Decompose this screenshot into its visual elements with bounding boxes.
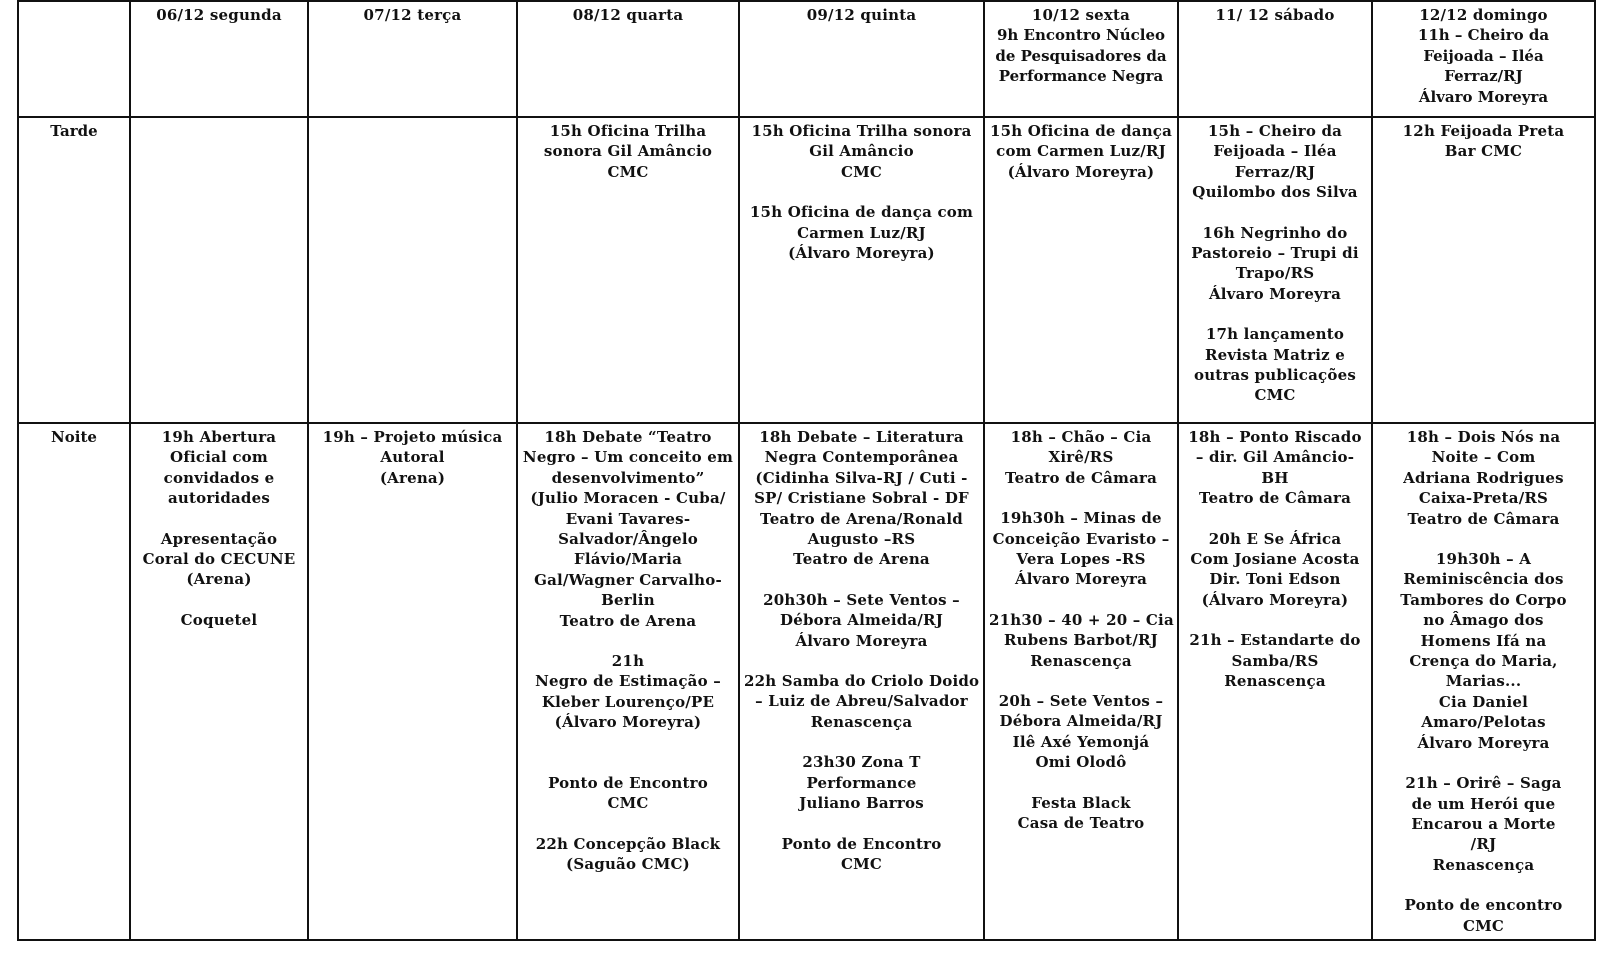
event-line: Samba/RS	[1231, 651, 1319, 670]
event-line: Feijoada – Iléa	[1423, 46, 1544, 65]
event-gap	[744, 814, 979, 834]
event-line: Revista Matriz e	[1204, 345, 1346, 364]
event-line: Dir. Toni Edson	[1209, 570, 1341, 589]
event-line: Quilombo dos Silva	[1192, 183, 1358, 202]
day-label: 08/12 quarta	[572, 6, 684, 24]
row-noite	[18, 423, 1595, 940]
event-line: Performance Negra	[998, 67, 1164, 86]
event-line: Álvaro Moreyra	[795, 631, 928, 650]
event-block	[135, 610, 303, 630]
event-line: Gil Amâncio	[809, 142, 914, 161]
event-line: Juliano Barros	[799, 794, 924, 813]
event-line: Ponto de encontro	[1404, 896, 1563, 915]
event-block	[989, 691, 1173, 773]
event-line: Negro – Um conceito em	[522, 448, 734, 467]
event-gap	[989, 671, 1173, 691]
event-line: BH	[1261, 468, 1289, 487]
event-line: 22h Concepção Black	[535, 834, 721, 853]
event-gap	[744, 182, 979, 202]
schedule-cell	[130, 117, 308, 423]
event-line: 20h30h – Sete Ventos –	[763, 590, 960, 609]
event-block	[989, 610, 1173, 671]
event-block	[744, 834, 979, 875]
event-line: 20h E Se África	[1208, 529, 1342, 548]
schedule-cell	[130, 423, 308, 940]
event-line: Negro de Estimação –	[535, 672, 721, 691]
event-line: Vera Lopes -RS	[1016, 550, 1146, 569]
event-line: Salvador/Ângelo	[558, 530, 698, 549]
event-line: Crença do Maria,	[1409, 652, 1558, 671]
event-line: CMC	[607, 162, 649, 181]
event-block	[522, 651, 734, 733]
event-block	[522, 427, 734, 631]
event-block	[1183, 427, 1367, 509]
event-line: de um Herói que	[1411, 794, 1556, 813]
event-gap	[744, 651, 979, 671]
day-header-4	[984, 1, 1178, 117]
row-tarde	[18, 117, 1595, 423]
event-line: 19h Abertura	[161, 428, 277, 446]
event-block	[1183, 324, 1367, 406]
event-line: 15h – Cheiro da	[1207, 122, 1343, 140]
event-line: Omi Olodô	[1035, 753, 1127, 772]
day-header-1	[308, 1, 517, 117]
event-line: Carmen Luz/RJ	[797, 223, 926, 242]
event-block	[522, 773, 734, 814]
event-gap	[1183, 304, 1367, 324]
schedule-cell	[308, 423, 517, 940]
event-line: 18h – Dois Nós na	[1406, 428, 1561, 446]
schedule-cell	[984, 423, 1178, 940]
event-line: com Carmen Luz/RJ	[996, 142, 1166, 161]
event-gap	[1183, 203, 1367, 223]
event-line: Rubens Barbot/RJ	[1004, 631, 1158, 650]
event-line: Ferraz/RJ	[1234, 162, 1316, 181]
event-block	[989, 508, 1173, 590]
event-line: Débora Almeida/RJ	[780, 611, 943, 630]
day-header-3	[739, 1, 984, 117]
event-line: 15h Oficina de dança	[989, 122, 1173, 140]
event-block	[744, 427, 979, 570]
event-line: Feijoada – Iléa	[1213, 142, 1337, 161]
event-gap	[989, 590, 1173, 610]
event-line: 18h – Chão – Cia	[1010, 428, 1152, 446]
event-line: 18h Debate “Teatro	[544, 428, 712, 446]
event-line: 15h Oficina de dança com	[749, 203, 974, 222]
row-label-tarde: Tarde	[18, 117, 130, 423]
event-block	[744, 671, 979, 732]
event-gap	[1377, 529, 1590, 549]
event-line: Renascença	[810, 712, 913, 731]
event-line: Teatro de Arena/Ronald	[760, 509, 963, 528]
event-line: Renascença	[1432, 855, 1535, 874]
event-line: desenvolvimento”	[551, 468, 705, 487]
event-line: Evani Tavares-	[565, 509, 691, 528]
day-label: 12/12 domingo	[1419, 6, 1548, 24]
event-line: CMC	[840, 854, 883, 873]
event-line: (Álvaro Moreyra)	[1007, 162, 1155, 181]
event-line: SP/ Cristiane Sobral - DF	[754, 489, 969, 508]
event-line: Teatro de Câmara	[1198, 489, 1352, 508]
event-line: 23h30 Zona T	[802, 753, 921, 772]
event-line: Autoral	[380, 448, 445, 467]
event-gap	[1183, 610, 1367, 630]
event-line: Negra Contemporânea	[764, 448, 959, 467]
event-line: 16h Negrinho do	[1202, 223, 1348, 242]
event-gap	[522, 631, 734, 651]
schedule-cell	[739, 423, 984, 940]
event-line: Conceição Evaristo –	[992, 529, 1170, 548]
event-gap	[522, 753, 734, 773]
event-line: no Âmago dos	[1423, 611, 1544, 630]
event-line: (Arena)	[379, 468, 446, 487]
event-line: Casa de Teatro	[1017, 814, 1145, 833]
day-label: 11/ 12 sábado	[1215, 6, 1335, 24]
event-line: de Pesquisadores da	[995, 46, 1167, 65]
event-line: Performance	[806, 773, 917, 792]
event-block	[1377, 895, 1590, 936]
event-line: Ferraz/RJ	[1444, 67, 1523, 86]
event-gap	[135, 509, 303, 529]
event-block	[1377, 427, 1590, 529]
event-block	[313, 427, 512, 488]
event-block	[744, 752, 979, 813]
event-line: (Julio Moracen - Cuba/	[530, 489, 726, 508]
event-line: Reminiscência dos	[1403, 570, 1564, 589]
day-header-6	[1372, 1, 1595, 117]
event-line: Bar CMC	[1444, 142, 1523, 161]
event-line: 21h30 – 40 + 20 – Cia	[989, 610, 1174, 629]
event-line: 15h Oficina Trilha	[549, 122, 707, 140]
schedule-cell	[308, 117, 517, 423]
event-line: Álvaro Moreyra	[1208, 284, 1342, 303]
event-block	[1377, 773, 1590, 875]
event-line: Oficial com	[170, 448, 268, 467]
event-block	[989, 427, 1173, 488]
event-block	[989, 793, 1173, 834]
event-line: sonora Gil Amâncio	[543, 142, 713, 161]
event-block	[1183, 529, 1367, 611]
event-line: autoridades	[167, 489, 271, 508]
event-line: (Álvaro Moreyra)	[1201, 590, 1349, 609]
event-line: Álvaro Moreyra	[1014, 570, 1148, 589]
event-gap	[744, 732, 979, 752]
header-row	[18, 1, 1595, 117]
event-line: Álvaro Moreyra	[1418, 87, 1549, 106]
event-line: CMC	[840, 162, 883, 181]
day-header-5	[1178, 1, 1372, 117]
event-line: Com Josiane Acosta	[1190, 550, 1360, 569]
event-line: (Cidinha Silva-RJ / Cuti -	[755, 468, 968, 487]
day-label: 07/12 terça	[363, 6, 462, 24]
event-line: 20h – Sete Ventos –	[998, 692, 1164, 711]
day-label: 06/12 segunda	[156, 6, 282, 24]
event-line: Homens Ifá na	[1420, 631, 1547, 650]
schedule-cell	[739, 117, 984, 423]
event-line: CMC	[607, 794, 649, 813]
event-line: – Luiz de Abreu/Salvador	[755, 692, 968, 711]
event-gap	[1377, 753, 1590, 773]
event-line: 21h – Orirê – Saga	[1405, 774, 1562, 793]
event-line: /RJ	[1470, 835, 1497, 854]
event-gap	[1183, 509, 1367, 529]
event-line: Apresentação	[160, 529, 278, 548]
event-line: Débora Almeida/RJ	[999, 712, 1163, 731]
event-line: Caixa-Preta/RS	[1418, 489, 1549, 508]
event-line: CMC	[1254, 386, 1296, 405]
event-line: 19h – Projeto música	[322, 428, 503, 446]
event-line: Ilê Axé Yemonjá	[1012, 732, 1150, 751]
event-line: 18h – Ponto Riscado	[1188, 428, 1362, 446]
event-line: Marias...	[1445, 672, 1522, 691]
event-block	[135, 529, 303, 590]
event-line: (Álvaro Moreyra)	[788, 244, 935, 263]
corner-cell	[18, 1, 130, 117]
schedule-cell	[517, 423, 739, 940]
event-line: Cia Daniel	[1438, 692, 1529, 711]
event-line: 9h Encontro Núcleo	[996, 26, 1165, 45]
event-gap	[522, 814, 734, 834]
event-line: 21h	[611, 652, 645, 671]
event-line: Ponto de Encontro	[548, 773, 708, 792]
event-line: 12h Feijoada Preta	[1402, 122, 1565, 140]
event-line: Coquetel	[180, 610, 258, 629]
event-line: Gal/Wagner Carvalho-	[534, 570, 722, 589]
event-block	[989, 121, 1173, 182]
row-label-noite: Noite	[18, 423, 130, 940]
event-block	[1183, 121, 1367, 203]
schedule-cell	[1178, 117, 1372, 423]
event-block	[744, 121, 979, 182]
event-line: (Álvaro Moreyra)	[554, 713, 702, 732]
event-gap	[135, 590, 303, 610]
schedule-cell	[1178, 423, 1372, 940]
event-line: Trapo/RS	[1235, 264, 1315, 283]
event-line: (Arena)	[186, 570, 252, 589]
event-line: CMC	[1462, 916, 1505, 935]
event-line: Ponto de Encontro	[781, 834, 942, 853]
event-line: Encarou a Morte	[1411, 814, 1556, 833]
event-block	[1377, 549, 1590, 753]
event-line: Amaro/Pelotas	[1421, 713, 1546, 732]
event-line: 22h Samba do Criolo Doido	[744, 672, 980, 691]
schedule-cell	[1372, 117, 1595, 423]
event-line: Noite – Com	[1431, 448, 1536, 467]
event-line: Renascença	[1224, 672, 1326, 691]
event-gap	[744, 570, 979, 590]
event-gap	[989, 488, 1173, 508]
event-line: Teatro de Câmara	[1004, 468, 1158, 487]
event-block	[522, 834, 734, 875]
event-line: 19h30h – A	[1435, 550, 1532, 569]
event-block	[522, 121, 734, 182]
event-line: Álvaro Moreyra	[1417, 733, 1550, 752]
event-line: Xirê/RS	[1048, 448, 1114, 467]
event-line: Teatro de Arena	[559, 611, 697, 630]
event-line: 17h lançamento	[1205, 325, 1345, 344]
schedule-cell	[1372, 423, 1595, 940]
event-line: Teatro de Arena	[793, 550, 930, 569]
event-block	[135, 427, 303, 509]
event-line: Adriana Rodrigues	[1403, 468, 1564, 487]
event-line: Tambores do Corpo	[1400, 590, 1567, 609]
event-line: (Saguão CMC)	[566, 854, 690, 873]
day-header-0	[130, 1, 308, 117]
event-gap	[522, 733, 734, 753]
event-line: convidados e	[163, 468, 275, 487]
event-line: Berlin	[601, 591, 655, 610]
event-line: Renascença	[1030, 651, 1132, 670]
schedule-table	[17, 0, 1596, 941]
event-line: – dir. Gil Amâncio-	[1195, 448, 1355, 467]
day-label: 10/12 sexta	[1031, 6, 1131, 24]
event-line: outras publicações	[1194, 366, 1356, 385]
event-block	[1183, 223, 1367, 305]
event-line: Teatro de Câmara	[1407, 509, 1560, 528]
schedule-cell	[984, 117, 1178, 423]
day-label: 09/12 quinta	[806, 6, 917, 24]
event-block	[744, 590, 979, 651]
event-line: Festa Black	[1031, 793, 1131, 812]
event-line: Flávio/Maria	[573, 550, 682, 569]
schedule-cell	[517, 117, 739, 423]
day-header-2	[517, 1, 739, 117]
event-line: 11h – Cheiro da	[1417, 26, 1550, 45]
event-block	[744, 202, 979, 263]
event-block	[1377, 121, 1590, 162]
event-block	[1183, 630, 1367, 691]
event-line: 19h30h – Minas de	[1000, 509, 1162, 528]
event-line: 21h – Estandarte do	[1189, 631, 1361, 650]
event-line: Coral do CECUNE	[142, 550, 296, 569]
event-line: Augusto –RS	[807, 530, 916, 549]
event-line: 15h Oficina Trilha sonora	[751, 122, 972, 140]
event-gap	[989, 773, 1173, 793]
event-gap	[1377, 875, 1590, 895]
event-line: Pastoreio – Trupi di	[1191, 244, 1359, 263]
event-line: Kleber Lourenço/PE	[541, 692, 715, 711]
event-line: 18h Debate – Literatura	[759, 428, 964, 446]
